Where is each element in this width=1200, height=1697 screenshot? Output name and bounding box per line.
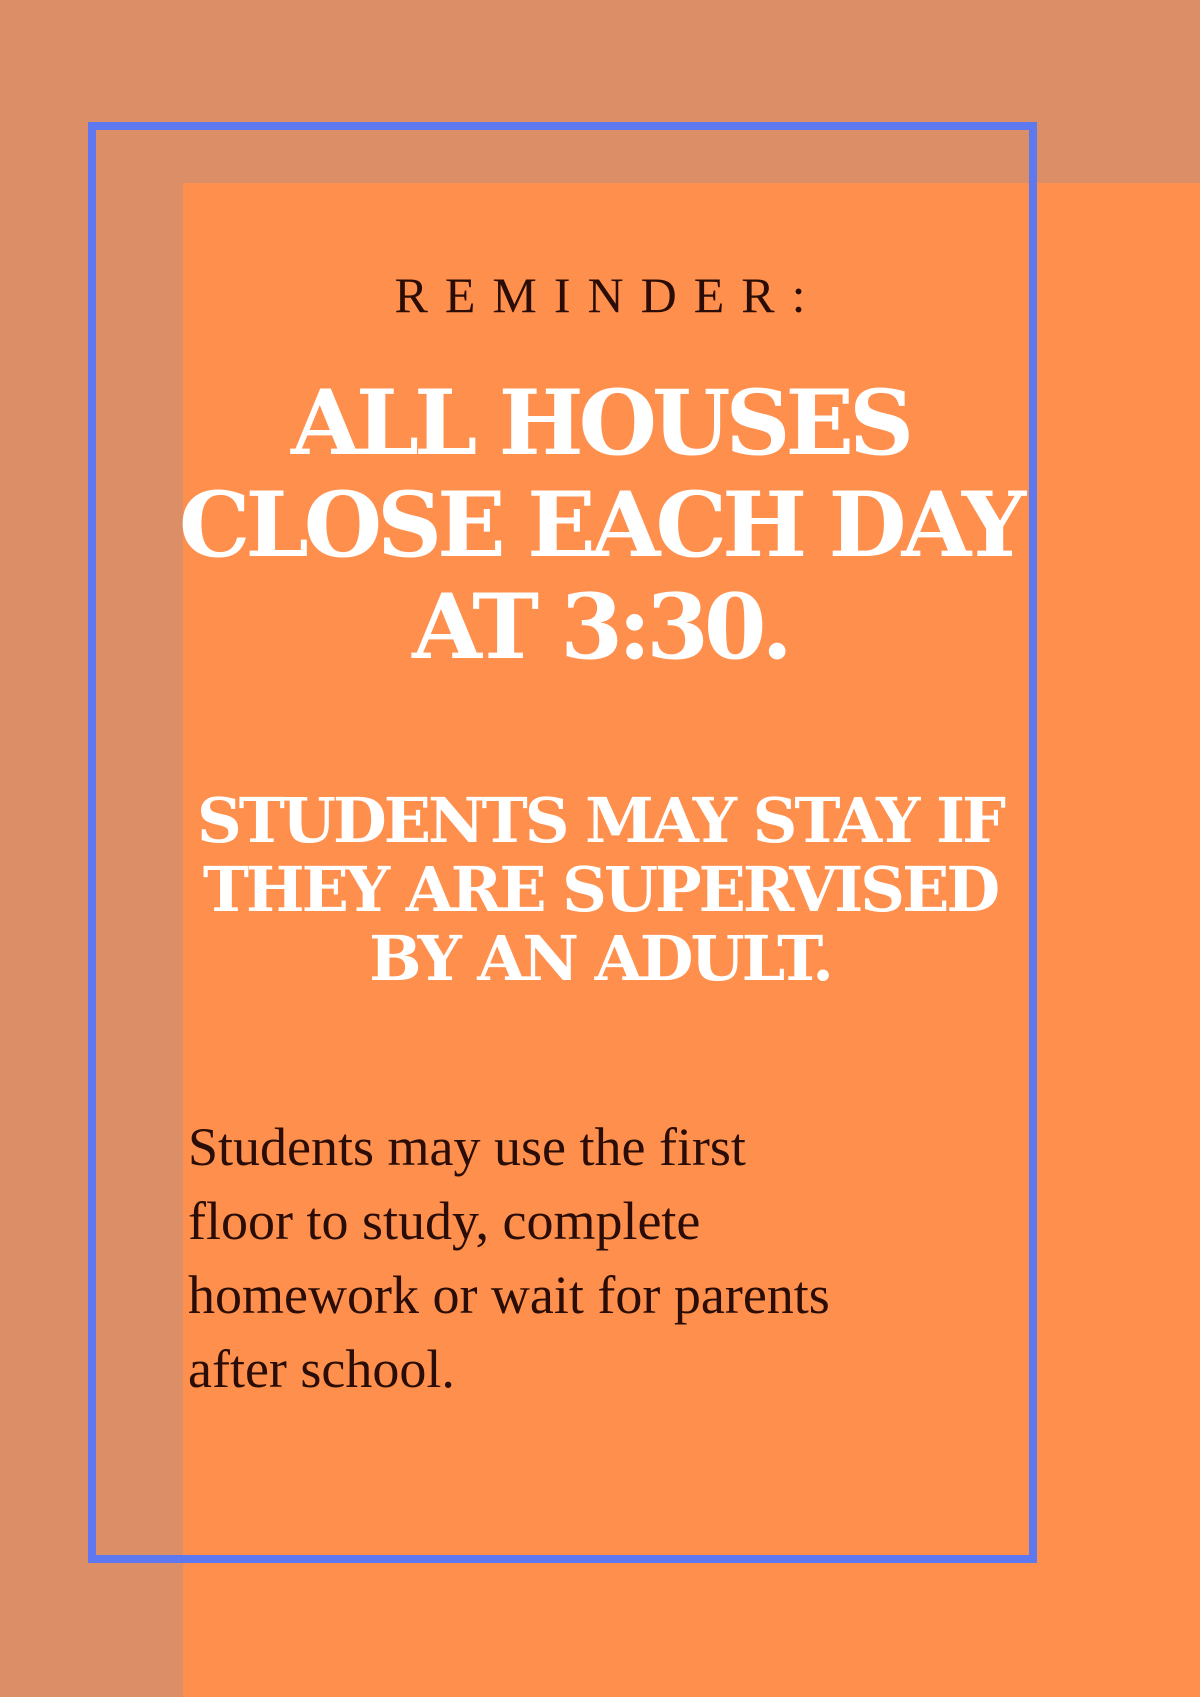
body-line: homework or wait for parents xyxy=(188,1265,830,1325)
body-line: Students may use the first xyxy=(188,1117,746,1177)
headline-line: ALL HOUSES xyxy=(290,370,910,476)
body-line: floor to study, complete xyxy=(188,1191,701,1251)
body-paragraph xyxy=(188,1110,1048,1406)
subheadline-line: BY AN ADULT. xyxy=(369,922,831,995)
subheadline-line: THEY ARE SUPERVISED xyxy=(202,853,998,926)
subheadline xyxy=(0,786,1200,993)
reminder-label: REMINDER: xyxy=(394,267,823,323)
headline xyxy=(0,372,1200,678)
headline-line: CLOSE EACH DAY xyxy=(178,472,1022,578)
body-line: after school. xyxy=(188,1339,455,1399)
headline-line: AT 3:30. xyxy=(412,574,788,680)
subheadline-line: STUDENTS MAY STAY IF xyxy=(196,784,1004,857)
